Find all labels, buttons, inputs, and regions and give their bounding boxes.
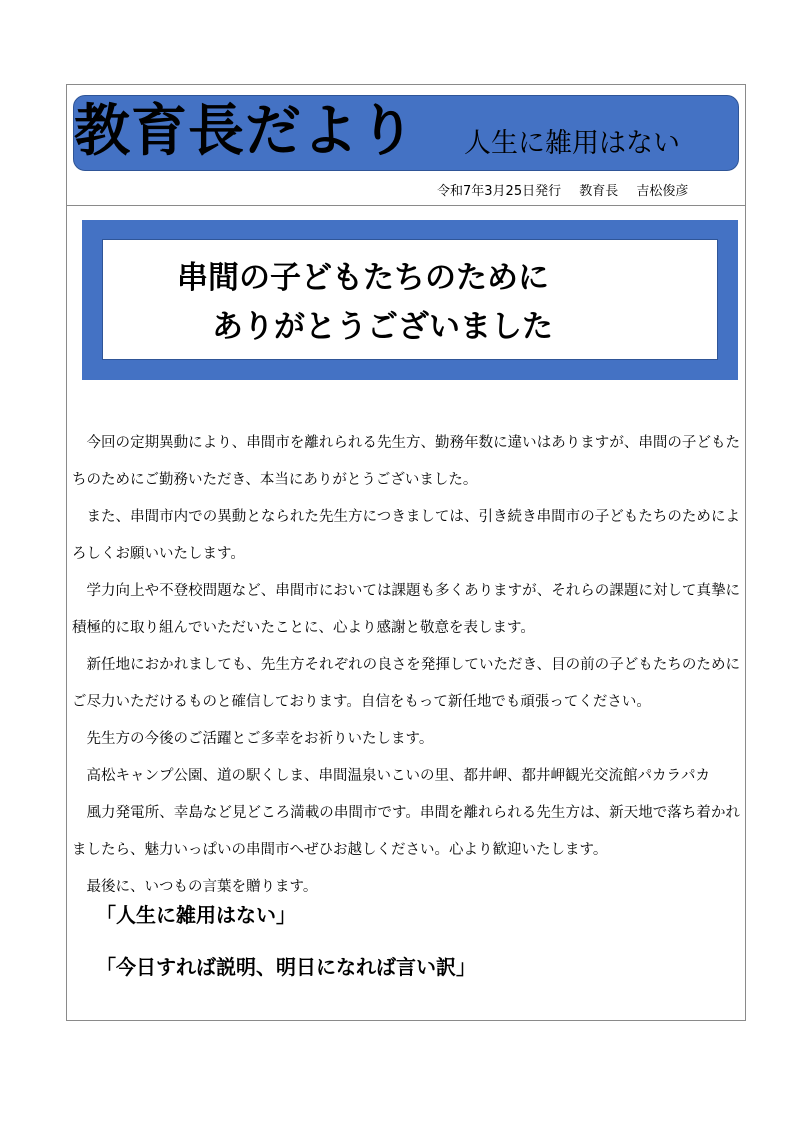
body-paragraph: 最後に、いつもの言葉を贈ります。 (86, 879, 318, 895)
issuer-role: 教育長 (579, 184, 619, 199)
issuer-name: 吉松俊彦 (636, 184, 689, 199)
closing-quote-1: 「人生に雑用はない」 (96, 903, 296, 927)
masthead-subtitle: 人生に雑用はない (464, 128, 680, 159)
headline-line-2: ありがとうございました (212, 309, 553, 345)
issue-line (437, 183, 688, 201)
body-paragraph: 高松キャンプ公園、道の駅くしま、串間温泉いこいの里、都井岬、都井岬観光交流館パカラパカ (86, 768, 710, 784)
body-paragraph: 新任地におかれましても、先生方それぞれの良さを発揮していただき、目の前の子どもたちのためにご尽力いただけるものと確信しております。自信をもって新任地でも頑張ってください。 (72, 657, 740, 710)
masthead-title: 教育長だより (74, 99, 416, 164)
header-divider (66, 205, 746, 206)
issue-date: 令和7年3月25日発行 (437, 184, 562, 199)
body-paragraph: 先生方の今後のご活躍とご多幸をお祈りいたします。 (86, 731, 434, 747)
body-paragraph: 風力発電所、幸島など見どころ満載の串間市です。串間を離れられる先生方は、新天地で落ち着かれましたら、魅力いっぱいの串間市へぜひお越しください。心より歓迎いたします。 (72, 805, 740, 858)
body-paragraph: 今回の定期異動により、串間市を離れられる先生方、勤務年数に違いはありますが、串間の子どもたちのためにご勤務いただき、本当にありがとうございました。 (72, 435, 740, 488)
body-paragraph: また、串間市内での異動となられた先生方につきましては、引き続き串間市の子どもたちのためによろしくお願いいたします。 (72, 509, 740, 562)
closing-quote-2: 「今日すれば説明、明日になれば言い訳」 (96, 955, 476, 979)
body-paragraph: 学力向上や不登校問題など、串間市においては課題も多くありますが、それらの課題に対して真摯に積極的に取り組んでいただいたことに、心より感謝と敬意を表します。 (72, 583, 740, 636)
body-text (72, 425, 740, 906)
headline-line-1: 串間の子どもたちのために (177, 260, 549, 296)
